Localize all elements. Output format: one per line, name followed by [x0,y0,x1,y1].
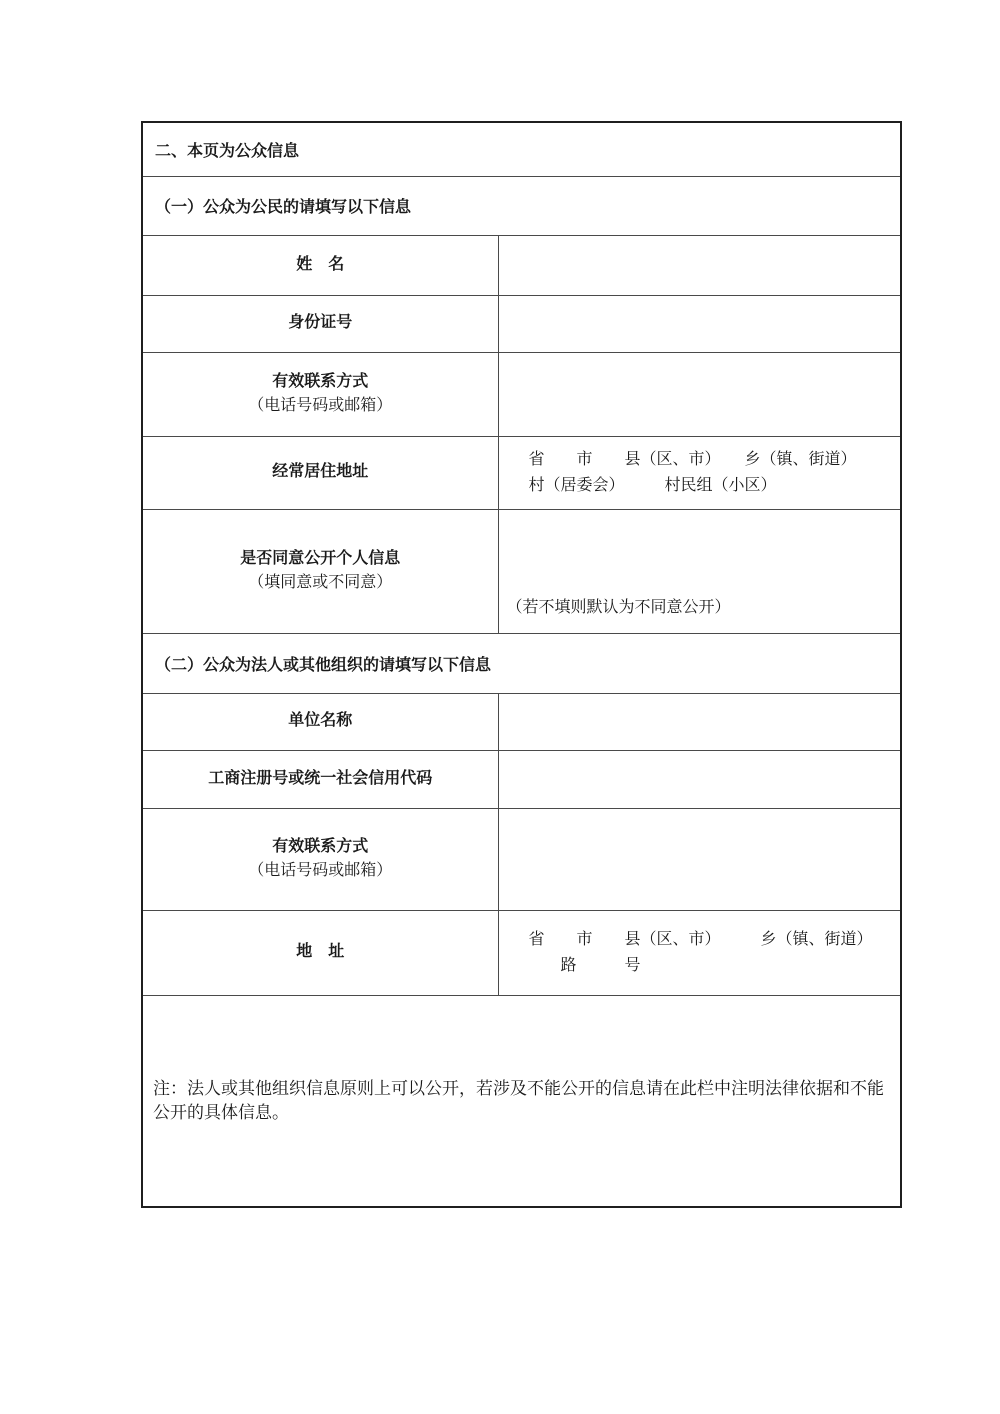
credit-code-label: 工商注册号或统一社会信用代码 [208,769,433,787]
id-number-row [142,295,901,352]
residence-label-cell [142,436,498,509]
org-name-value-cell [498,693,901,750]
residence-label: 经常居住地址 [272,463,369,481]
page-header-title: 二、本页为公众信息 [142,122,901,176]
citizen-contact-label-cell [142,352,498,436]
org-name-label-cell [142,693,498,750]
consent-hint: （若不填则默认为不同意公开） [506,598,731,616]
consent-hint-cell [498,509,901,633]
id-value-cell [498,295,901,352]
org-address-hint-cell [498,910,901,995]
org-contact-row [142,808,901,910]
public-info-form-table [141,121,902,1208]
citizen-section-header-row [142,176,901,235]
credit-code-value-cell [498,750,901,808]
org-name-row [142,693,901,750]
org-address-label-cell [142,910,498,995]
org-address-row [142,910,901,995]
org-address-hint-line1: 省 市 县（区、市） 乡（镇、街道） [528,930,873,948]
credit-code-label-cell [142,750,498,808]
consent-label: 是否同意公开个人信息 [240,550,401,568]
id-label-cell [142,295,498,352]
org-address-label: 地 址 [296,943,345,961]
org-contact-label-cell [142,808,498,910]
name-label: 姓 名 [296,255,345,273]
residence-hint-line2: 村（居委会） 村民组（小区） [528,476,777,494]
citizen-contact-sublabel: （电话号码或邮箱） [248,397,393,415]
org-address-hint-line2: 路 号 [528,956,641,974]
residence-address-row [142,436,901,509]
org-name-label: 单位名称 [288,712,353,730]
org-contact-sublabel: （电话号码或邮箱） [248,862,393,880]
consent-row [142,509,901,633]
org-section-header-row [142,633,901,693]
citizen-contact-value-cell [498,352,901,436]
credit-code-row [142,750,901,808]
page-header-row [142,122,901,176]
consent-label-cell [142,509,498,633]
residence-hint-line1: 省 市 县（区、市） 乡（镇、街道） [528,450,857,468]
note-row [142,995,901,1207]
name-label-cell [142,235,498,295]
name-value-cell [498,235,901,295]
id-label: 身份证号 [288,314,353,332]
org-section-title: （二）公众为法人或其他组织的请填写以下信息 [142,633,901,693]
citizen-section-title: （一）公众为公民的请填写以下信息 [142,176,901,235]
citizen-contact-label: 有效联系方式 [272,373,369,391]
org-contact-label: 有效联系方式 [272,838,369,856]
org-contact-value-cell [498,808,901,910]
consent-sublabel: （填同意或不同意） [248,574,393,592]
residence-hint-cell [498,436,901,509]
name-row [142,235,901,295]
note-text: 注：法人或其他组织信息原则上可以公开，若涉及不能公开的信息请在此栏中注明法律依据和不能公开的具体信息。 [142,995,901,1207]
citizen-contact-row [142,352,901,436]
